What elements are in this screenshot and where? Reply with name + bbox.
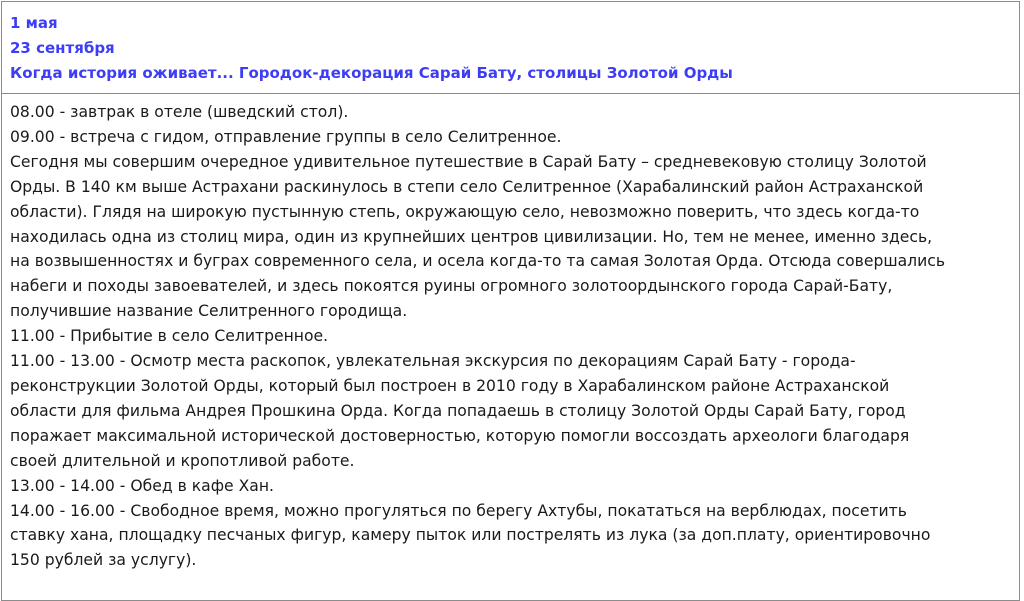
itinerary-header — [2, 2, 1019, 94]
schedule-line: 13.00 - 14.00 - Обед в кафе Хан. — [10, 476, 274, 495]
description-line: области для фильма Андрея Прошкина Орда. Когда попадаешь в столицу Золотой Орды Сарай Бату, город — [10, 401, 906, 420]
description-line: на возвышенностях и буграх современного села, и осела когда-то та самая Золотая Орда. Отсюда совершались — [10, 252, 946, 271]
date-start: 1 мая — [10, 14, 58, 32]
schedule-line: 08.00 - завтрак в отеле (шведский стол). — [10, 103, 349, 121]
schedule-line: 11.00 - Прибытие в село Селитренное. — [10, 327, 329, 346]
description-line: своей длительной и кропотливой работе. — [10, 451, 355, 470]
schedule-line: 14.00 - 16.00 - Свободное время, можно прогуляться по берегу Ахтубы, покататься на верблюдах, посетить — [10, 501, 907, 520]
itinerary-table — [1, 1, 1020, 601]
date-end: 23 сентября — [10, 39, 115, 57]
description-line: Сегодня мы совершим очередное удивительное путешествие в Сарай Бату – средневековую столицу Золотой — [10, 152, 927, 171]
itinerary-body — [2, 94, 1019, 573]
description-line: набеги и походы завоевателей, и здесь покоятся руины огромного золотоордынского города Сарай-Бату, — [10, 277, 893, 296]
tour-title: Когда история оживает... Городок-декорация Сарай Бату, столицы Золотой Орды — [10, 64, 733, 82]
description-line: поражает максимальной исторической достоверностью, которую помогли воссоздать археологи благодаря — [10, 426, 910, 445]
schedule-line: 11.00 - 13.00 - Осмотр места раскопок, увлекательная экскурсия по декорациям Сарай Бату - города- — [10, 352, 856, 371]
description-line: Орды. В 140 км выше Астрахани раскинулось в степи село Селитренное (Харабалинский район Астраханской — [10, 177, 924, 196]
description-line: ставку хана, площадку песчаных фигур, камеру пыток или пострелять из лука (за доп.плату, ориентировочно — [10, 526, 931, 545]
description-line: 150 рублей за услугу). — [10, 551, 197, 570]
description-line: получившие название Селитренного городища. — [10, 302, 408, 321]
description-line: реконструкции Золотой Орды, который был построен в 2010 году в Харабалинском районе Астраханской — [10, 376, 890, 395]
description-line: области). Глядя на широкую пустынную степь, окружающую село, невозможно поверить, что здесь когда-то — [10, 202, 920, 221]
schedule-line: 09.00 - встреча с гидом, отправление группы в село Селитренное. — [10, 127, 562, 146]
description-line: находилась одна из столиц мира, один из крупнейших центров цивилизации. Но, тем не менее, именно здесь, — [10, 227, 933, 246]
